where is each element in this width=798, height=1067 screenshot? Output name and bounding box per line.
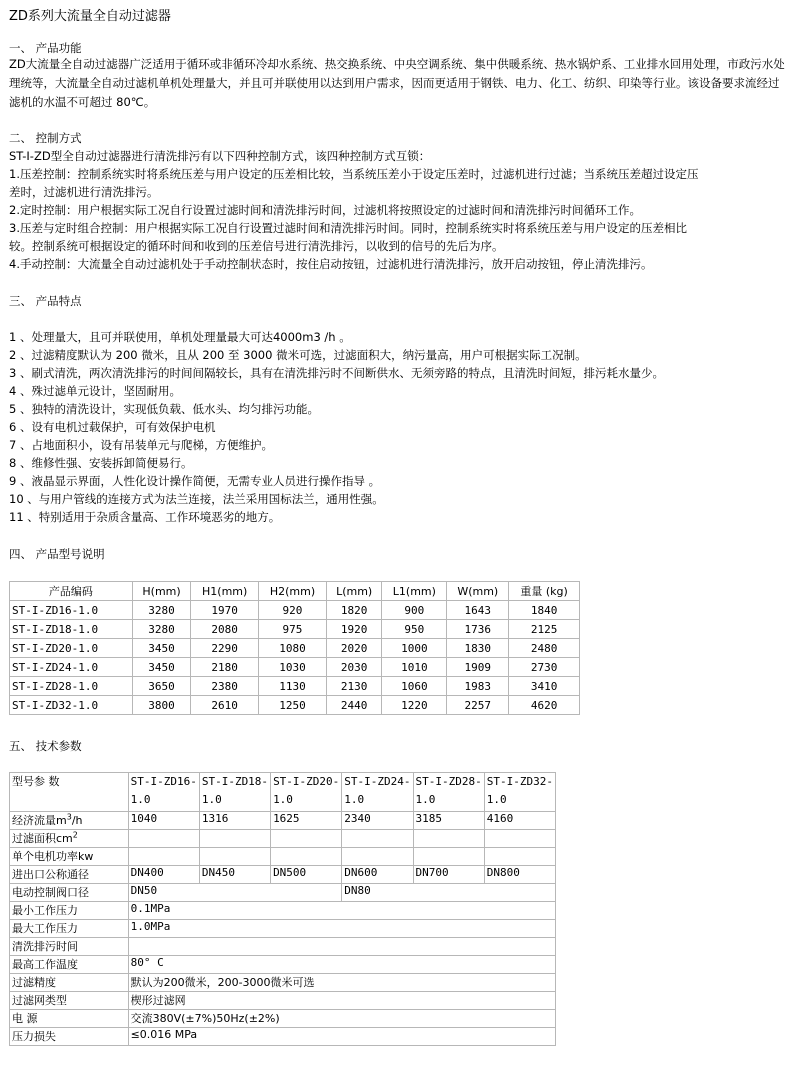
- section-heading-models: 四、 产品型号说明: [9, 547, 105, 561]
- feature-item: 6 、设有电机过载保护，可有效保护电机: [9, 420, 216, 434]
- table-cell: 3450: [132, 639, 190, 658]
- control-line: ST-I-ZD型全自动过滤器进行清洗排污有以下四种控制方式，该四种控制方式互锁：: [9, 149, 431, 163]
- table-cell: 2257: [447, 696, 509, 715]
- control-line: 2.定时控制：用户根据实际工况自行设置过滤时间和清洗排污时间，过滤机将按照设定的过滤时间和清洗排污时间循环工作。: [9, 203, 641, 217]
- model-header-cell: [199, 773, 270, 812]
- model-header-line: 1.0: [415, 793, 436, 806]
- table-cell: 1983: [447, 677, 509, 696]
- table-cell: [199, 848, 270, 866]
- table-cell: 1316: [199, 812, 270, 830]
- table-cell: 950: [382, 620, 447, 639]
- section-heading-features: 三、 产品特点: [9, 294, 82, 308]
- model-header-line: 1.0: [344, 793, 365, 806]
- table-cell: 2020: [326, 639, 382, 658]
- model-header-line: ST-I-ZD28-: [415, 775, 482, 788]
- model-table: [9, 581, 580, 715]
- table-row: [10, 601, 580, 620]
- feature-item: 7 、占地面积小，设有吊装单元与爬梯，方便维护。: [9, 438, 273, 452]
- table-cell: 1920: [326, 620, 382, 639]
- table-cell: 975: [259, 620, 327, 639]
- table-cell: 1080: [259, 639, 327, 658]
- model-code-cell: ST-I-ZD32-1.0: [10, 696, 133, 715]
- row-label: 单个电机功率kw: [10, 848, 129, 866]
- row-label: 最高工作温度: [10, 956, 129, 974]
- table-cell: [128, 830, 199, 848]
- control-line: 差时，过滤机进行清洗排污。: [9, 185, 159, 199]
- table-cell: 2130: [326, 677, 382, 696]
- model-header-line: ST-I-ZD20-: [273, 775, 340, 788]
- feature-item: 11 、特别适用于杂质含量高、工作环境恶劣的地方。: [9, 510, 281, 524]
- table-cell: 1970: [191, 601, 259, 620]
- table-cell: 3410: [509, 677, 580, 696]
- table-row: [10, 956, 556, 974]
- table-row: [10, 677, 580, 696]
- model-header-cell: [128, 773, 199, 812]
- table-cell: [342, 830, 413, 848]
- table-cell: 3185: [413, 812, 484, 830]
- feature-item: 2 、过滤精度默认为 200 微米，且从 200 至 3000 微米可选，过滤面积大，纳污量高，用户可根据实际工况制。: [9, 348, 587, 362]
- row-label: 电动控制阀口径: [10, 884, 129, 902]
- model-code-cell: ST-I-ZD24-1.0: [10, 658, 133, 677]
- table-row: [10, 1028, 556, 1046]
- column-header: H1(mm): [191, 582, 259, 601]
- control-line: 3.压差与定时组合控制：用户根据实际工况自行设置过滤时间和清洗排污时间。同时，控制系统实时将系统压差与用户设定的压差相比: [9, 221, 687, 235]
- table-cell: 2125: [509, 620, 580, 639]
- table-cell: 2030: [326, 658, 382, 677]
- model-header-cell: [342, 773, 413, 812]
- model-code-cell: ST-I-ZD20-1.0: [10, 639, 133, 658]
- model-code-cell: ST-I-ZD16-1.0: [10, 601, 133, 620]
- table-cell: 楔形过滤网: [128, 992, 555, 1010]
- table-cell: 交流380V(±7%)50Hz(±2%): [128, 1010, 555, 1028]
- table-row: [10, 902, 556, 920]
- feature-item: 10 、与用户管线的连接方式为法兰连接，法兰采用国标法兰，通用性强。: [9, 492, 384, 506]
- table-cell: 3280: [132, 601, 190, 620]
- table-row: [10, 974, 556, 992]
- table-cell: [484, 830, 555, 848]
- table-cell: DN450: [199, 866, 270, 884]
- column-header: W(mm): [447, 582, 509, 601]
- row-label: 清洗排污时间: [10, 938, 129, 956]
- table-cell: [128, 848, 199, 866]
- model-header-line: 1.0: [486, 793, 507, 806]
- table-cell: 1909: [447, 658, 509, 677]
- feature-item: 9 、液晶显示界面，人性化设计操作简便，无需专业人员进行操作指导 。: [9, 474, 381, 488]
- table-cell: 80° C: [128, 956, 555, 974]
- table-cell: 920: [259, 601, 327, 620]
- model-header-cell: [484, 773, 555, 812]
- table-cell: 0.1MPa: [128, 902, 555, 920]
- table-cell: [271, 830, 342, 848]
- row-label: [10, 830, 129, 848]
- section-heading-function: 一、 产品功能: [9, 41, 82, 55]
- table-row: [10, 639, 580, 658]
- table-cell: 1060: [382, 677, 447, 696]
- table-row: [10, 620, 580, 639]
- column-header: H(mm): [132, 582, 190, 601]
- feature-item: 1 、处理量大，且可并联使用，单机处理量最大可达4000m3 /h 。: [9, 330, 351, 344]
- label-text: 过滤面积cm: [12, 832, 73, 845]
- model-header-line: 1.0: [130, 793, 151, 806]
- table-cell: 1220: [382, 696, 447, 715]
- table-row: [10, 992, 556, 1010]
- table-row: [10, 812, 556, 830]
- table-cell: 1000: [382, 639, 447, 658]
- model-header-line: ST-I-ZD18-: [201, 775, 269, 788]
- row-label: [10, 812, 129, 830]
- table-cell: [199, 830, 270, 848]
- table-cell: 1830: [447, 639, 509, 658]
- row-label: 过滤精度: [10, 974, 129, 992]
- table-cell: 1625: [271, 812, 342, 830]
- table-cell: 1643: [447, 601, 509, 620]
- row-label: 压力损失: [10, 1028, 129, 1046]
- table-cell: [271, 848, 342, 866]
- table-cell: [484, 848, 555, 866]
- table-row: [10, 658, 580, 677]
- table-cell: 1010: [382, 658, 447, 677]
- table-header-row: [10, 582, 580, 601]
- table-row: [10, 696, 580, 715]
- row-label: 型号参 数: [10, 773, 129, 812]
- table-cell: [413, 830, 484, 848]
- table-cell: ≤0.016 MPa: [128, 1028, 555, 1046]
- column-header: H2(mm): [259, 582, 327, 601]
- table-cell: 900: [382, 601, 447, 620]
- feature-item: 5 、独特的清洗设计，实现低负载、低水头、均匀排污功能。: [9, 402, 319, 416]
- table-cell: 2290: [191, 639, 259, 658]
- table-cell: 3800: [132, 696, 190, 715]
- table-cell: DN80: [342, 884, 556, 902]
- model-header-line: ST-I-ZD16-: [130, 775, 197, 788]
- control-line: 较。控制系统可根据设定的循环时间和收到的压差信号进行清洗排污，以收到的信号的先后为序。: [9, 239, 504, 253]
- table-cell: 1250: [259, 696, 327, 715]
- table-cell: 1840: [509, 601, 580, 620]
- table-cell: 2380: [191, 677, 259, 696]
- control-line: 1.压差控制：控制系统实时将系统压差与用户设定的压差相比较，当系统压差小于设定压差时，过滤机进行过滤；当系统压差超过设定压: [9, 167, 699, 181]
- model-header-line: 1.0: [273, 793, 293, 806]
- table-cell: 4620: [509, 696, 580, 715]
- label-text: 经济流量m: [12, 814, 67, 827]
- row-label: 过滤网类型: [10, 992, 129, 1010]
- table-cell: 3280: [132, 620, 190, 639]
- table-cell: 默认为200微米，200-3000微米可选: [128, 974, 555, 992]
- table-row: [10, 848, 556, 866]
- table-cell: DN800: [484, 866, 555, 884]
- table-row: [10, 866, 556, 884]
- row-label: 进出口公称通径: [10, 866, 129, 884]
- table-cell: 1040: [128, 812, 199, 830]
- model-header-line: 1.0: [201, 793, 222, 806]
- table-row: [10, 830, 556, 848]
- table-cell: 2080: [191, 620, 259, 639]
- model-header-cell: [271, 773, 342, 812]
- table-cell: 1736: [447, 620, 509, 639]
- table-cell: [128, 938, 555, 956]
- label-superscript: 3: [66, 812, 72, 822]
- table-cell: DN500: [271, 866, 342, 884]
- table-row: [10, 1010, 556, 1028]
- feature-item: 4 、殊过滤单元设计，坚固耐用。: [9, 384, 181, 398]
- table-cell: 1820: [326, 601, 382, 620]
- table-cell: [342, 848, 413, 866]
- table-row: [10, 920, 556, 938]
- model-code-cell: ST-I-ZD28-1.0: [10, 677, 133, 696]
- table-cell: 3450: [132, 658, 190, 677]
- table-cell: 2180: [191, 658, 259, 677]
- table-row: [10, 884, 556, 902]
- row-label: 电 源: [10, 1010, 129, 1028]
- table-cell: 2340: [342, 812, 413, 830]
- page-title: ZD系列大流量全自动过滤器: [9, 9, 171, 24]
- feature-item: 8 、维修性强、安装拆卸简便易行。: [9, 456, 193, 470]
- model-code-cell: ST-I-ZD18-1.0: [10, 620, 133, 639]
- tech-params-table: [9, 772, 556, 1046]
- table-cell: 1130: [259, 677, 327, 696]
- table-cell: 4160: [484, 812, 555, 830]
- table-cell: 1030: [259, 658, 327, 677]
- table-cell: DN600: [342, 866, 413, 884]
- row-label: 最小工作压力: [10, 902, 129, 920]
- table-row: [10, 938, 556, 956]
- section-heading-params: 五、 技术参数: [9, 739, 82, 753]
- function-paragraph: ZD大流量全自动过滤器广泛适用于循环或非循环冷却水系统、热交换系统、中央空调系统、集中供暖系统、热水锅炉系、工业排水回用处理，市政污水处理统等，大流量全自动过滤机单机处理量大，并且可并联使用以达到用户需求，因而更适用于钢铁、电力、化工、纺织、印染等行业。该设备要求流经过滤机的水温不可超过 80℃。: [9, 57, 785, 109]
- label-superscript: 2: [72, 830, 78, 840]
- section-heading-control: 二、 控制方式: [9, 131, 82, 145]
- row-label: 最大工作压力: [10, 920, 129, 938]
- table-header-row: [10, 773, 556, 812]
- model-header-line: ST-I-ZD24-: [344, 775, 411, 788]
- column-header: 产品编码: [10, 582, 133, 601]
- table-cell: DN50: [128, 884, 342, 902]
- column-header: 重量 (kg): [509, 582, 580, 601]
- column-header: L(mm): [326, 582, 382, 601]
- table-cell: 1.0MPa: [128, 920, 555, 938]
- table-cell: [413, 848, 484, 866]
- control-line: 4.手动控制：大流量全自动过滤机处于手动控制状态时，按住启动按钮，过滤机进行清洗排污，放开启动按钮，停止清洗排污。: [9, 257, 653, 271]
- table-cell: DN400: [128, 866, 199, 884]
- feature-item: 3 、刷式清洗，两次清洗排污的时间间隔较长，具有在清洗排污时不间断供水、无须旁路的特点，且清洗时间短，排污耗水量少。: [9, 366, 664, 380]
- label-text: /h: [71, 814, 83, 827]
- table-cell: DN700: [413, 866, 484, 884]
- model-header-line: ST-I-ZD32-: [486, 775, 553, 788]
- table-cell: 2480: [509, 639, 580, 658]
- table-cell: 3650: [132, 677, 190, 696]
- table-cell: 2440: [326, 696, 382, 715]
- column-header: L1(mm): [382, 582, 447, 601]
- table-cell: 2610: [191, 696, 259, 715]
- table-cell: 2730: [509, 658, 580, 677]
- model-header-cell: [413, 773, 484, 812]
